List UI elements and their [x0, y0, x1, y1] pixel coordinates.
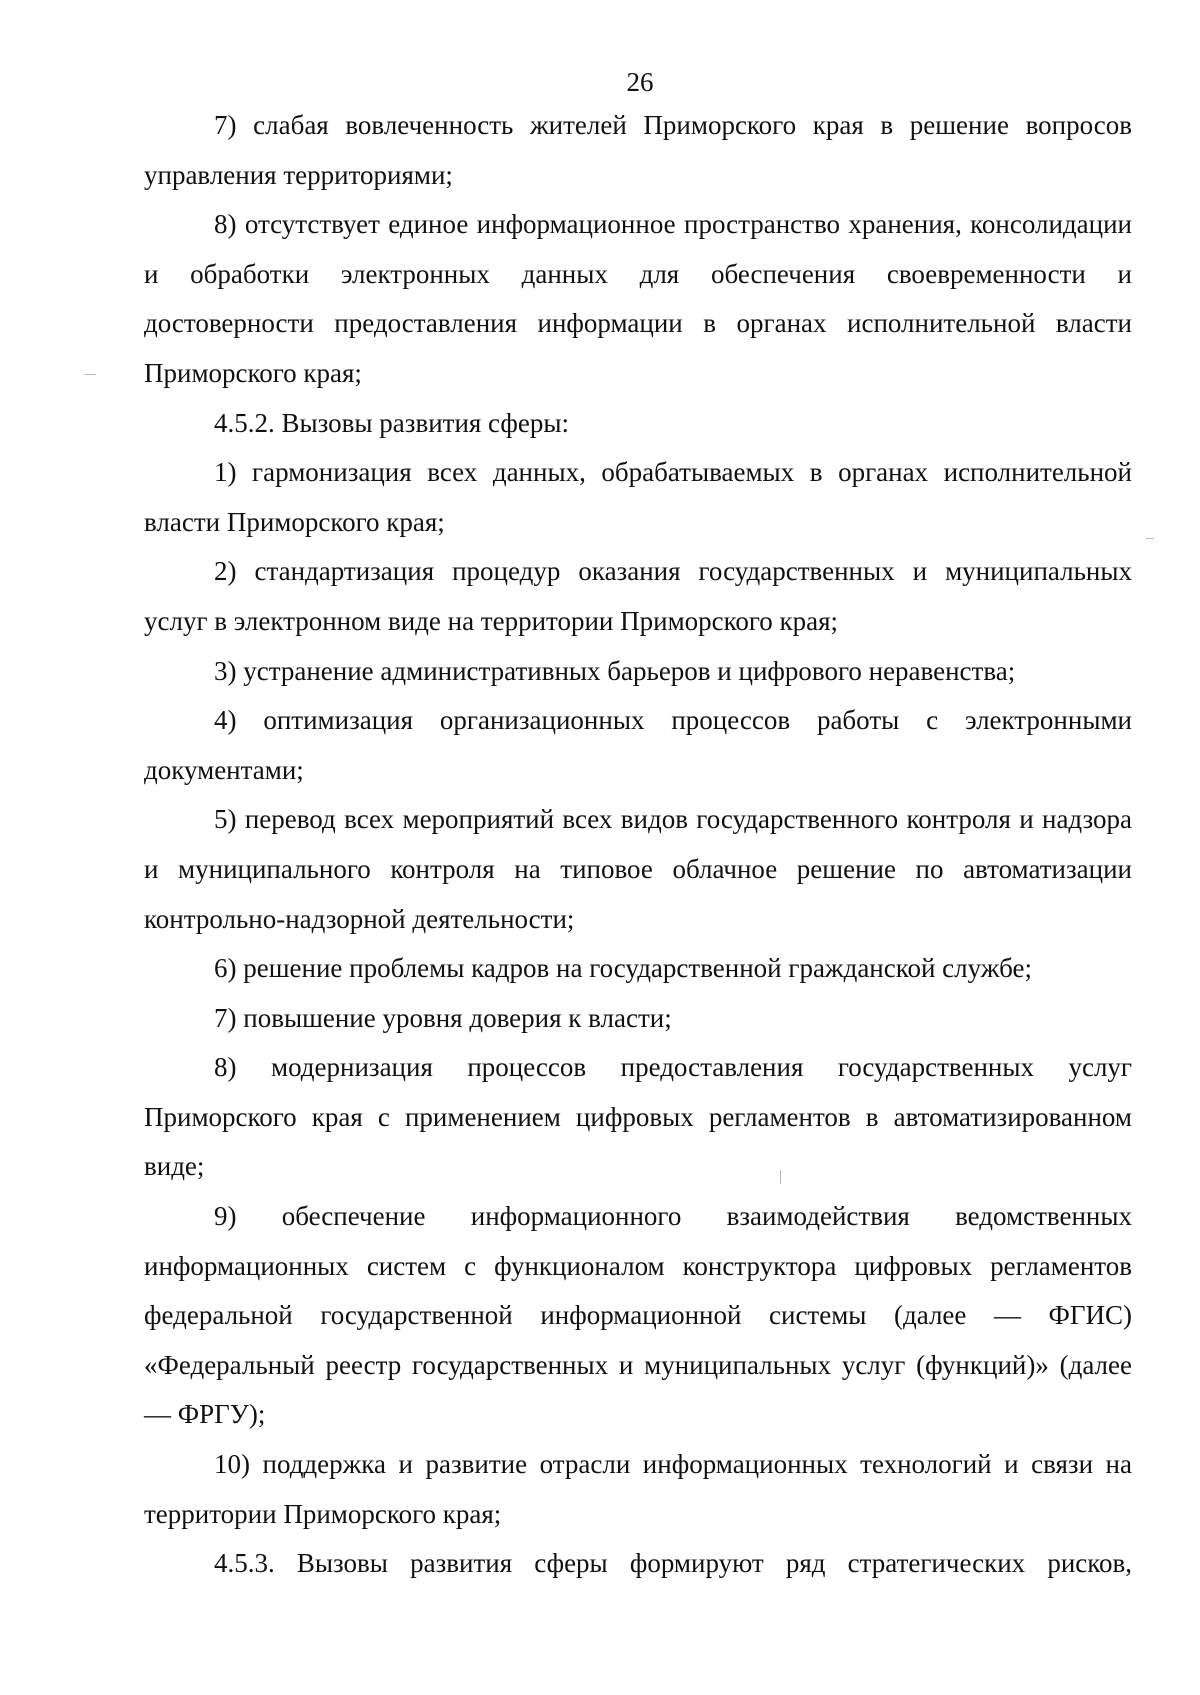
- paragraph-control-automation: 5) перевод всех мероприятий всех видов государственного контроля и надзора и муниципального контроля на типовое облачное решение по автоматизации контрольно-надзорной деятельности;: [144, 804, 1132, 934]
- paragraph-procedure-standardization: 2) стандартизация процедур оказания государственных и муниципальных услуг в электронном виде на территории Приморского края;: [144, 556, 1132, 636]
- document-body: [144, 101, 1132, 1589]
- paragraph-barrier-removal: 3) устранение административных барьеров и цифрового неравенства;: [214, 655, 1016, 686]
- paragraph-no-information-space: 8) отсутствует единое информационное пространство хранения, консолидации и обработки электронных данных для обеспечения своевременности и достоверности предоставления информации в органах исполнительной власти Приморского края;: [144, 209, 1132, 388]
- paragraph-process-optimization: 4) оптимизация организационных процессов работы с электронными документами;: [144, 705, 1132, 785]
- section-heading-4-5-2: 4.5.2. Вызовы развития сферы:: [214, 407, 569, 438]
- paragraph-data-harmonization: 1) гармонизация всех данных, обрабатываемых в органах исполнительной власти Приморского края;: [144, 457, 1132, 537]
- scan-speck: [1146, 538, 1154, 539]
- scan-speck: [84, 374, 96, 375]
- paragraph-staffing-problem: 6) решение проблемы кадров на государственной гражданской службе;: [214, 953, 1032, 984]
- paragraph-weak-involvement: 7) слабая вовлеченность жителей Приморского края в решение вопросов управления территориями;: [144, 110, 1132, 190]
- paragraph-trust-increase: 7) повышение уровня доверия к власти;: [214, 1002, 672, 1033]
- page-number: 26: [626, 67, 654, 97]
- paragraph-it-industry-support: 10) поддержка и развитие отрасли информационных технологий и связи на территории Приморского края;: [144, 1449, 1132, 1529]
- paragraph-service-modernization: 8) модернизация процессов предоставления государственных услуг Приморского края с применением цифровых регламентов в автоматизированном виде;: [144, 1052, 1132, 1182]
- section-4-5-3-start: 4.5.3. Вызовы развития сферы формируют ряд стратегических рисков,: [214, 1548, 1132, 1579]
- scan-speck: [780, 1170, 781, 1184]
- paragraph-system-interaction: 9) обеспечение информационного взаимодействия ведомственных информационных систем с функционалом конструктора цифровых регламентов федеральной государственной информационной системы (далее — ФГИС) «Федеральный реестр государственных и муниципальных услуг (функций)» (далее — ФРГУ);: [144, 1201, 1132, 1430]
